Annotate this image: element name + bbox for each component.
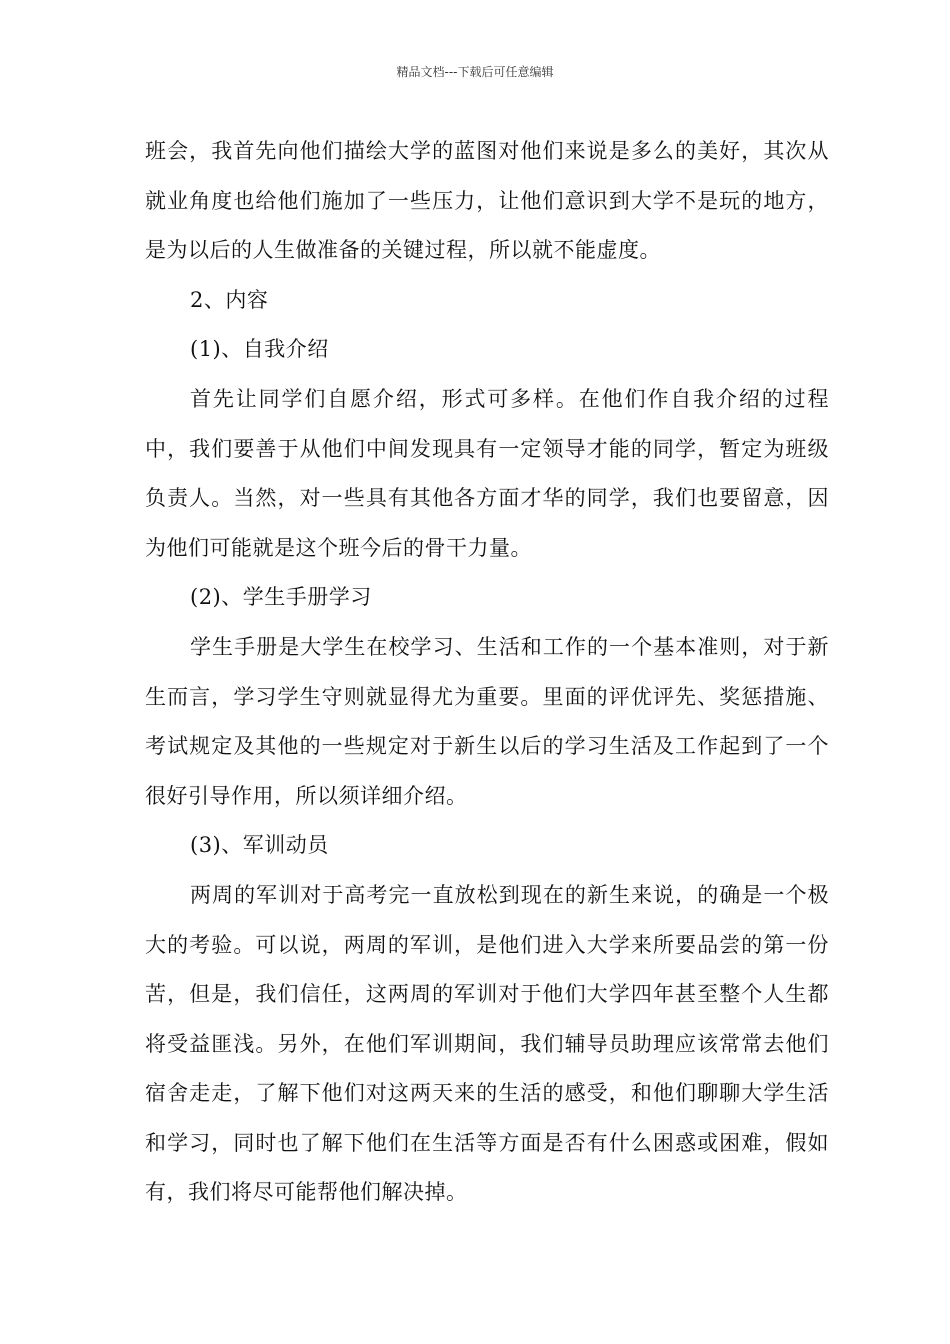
- paragraph-military-training: 两周的军训对于高考完一直放松到现在的新生来说，的确是一个极大的考验。可以说，两周的军训，是他们进入大学来所要品尝的第一份苦，但是，我们信任，这两周的军训对于他们大学四年甚至整个人生都将受益匪浅。另外，在他们军训期间，我们辅导员助理应该常常去他们宿舍走走，了解下他们对这两天来的生活的感受，和他们聊聊大学生活和学习，同时也了解下他们在生活等方面是否有什么困惑或困难，假如有，我们将尽可能帮他们解决掉。: [145, 882, 829, 1205]
- section-heading-content: 2、内容: [190, 287, 269, 312]
- paragraph-student-handbook: 学生手册是大学生在校学习、生活和工作的一个基本准则，对于新生而言，学习学生守则就显得尤为重要。里面的评优评先、奖惩措施、考试规定及其他的一些规定对于新生以后的学习生活及工作起到了一个很好引导作用，所以须详细介绍。: [145, 634, 829, 808]
- paragraph-self-introduction: 首先让同学们自愿介绍，形式可多样。在他们作自我介绍的过程中，我们要善于从他们中间发现具有一定领导才能的同学，暂定为班级负责人。当然，对一些具有其他各方面才华的同学，我们也要留意，因为他们可能就是这个班今后的骨干力量。: [145, 386, 829, 560]
- paragraph-intro-continuation: 班会，我首先向他们描绘大学的蓝图对他们来说是多么的美好，其次从就业角度也给他们施加了一些压力，让他们意识到大学不是玩的地方，是为以后的人生做准备的关键过程，所以就不能虚度。: [145, 139, 829, 263]
- page-header: 精品文档---下载后可任意编辑: [396, 65, 554, 79]
- document-body: [145, 127, 829, 1218]
- subheading-military-training: (3)、军训动员: [190, 833, 329, 858]
- subheading-student-handbook: (2)、学生手册学习: [190, 585, 372, 610]
- subheading-self-introduction: (1)、自我介绍: [190, 337, 329, 362]
